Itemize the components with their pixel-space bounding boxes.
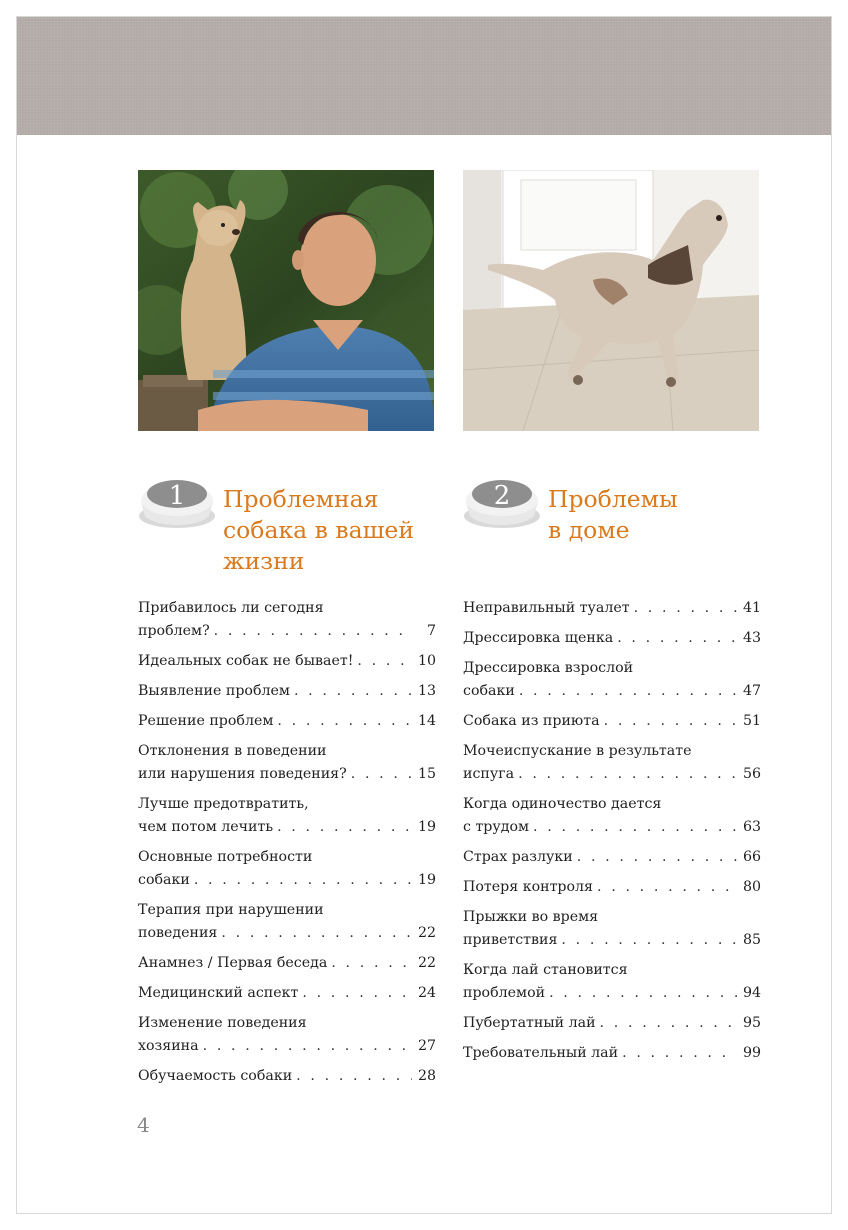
toc-entry-line [463,929,761,952]
toc-entry-line [463,597,761,620]
toc-entry[interactable] [463,657,761,703]
toc-leader-dots [203,1035,412,1058]
toc-entry[interactable] [463,846,761,869]
toc-entry-line [463,982,761,1005]
toc-page-number: 24 [417,985,436,1001]
toc-entry-line [138,952,436,975]
toc-entry-line [463,816,761,839]
toc-leader-dots [277,816,412,839]
toc-entry-title: хозяина [138,1038,199,1054]
toc-entry-line [138,1065,436,1088]
toc-entry-title: чем потом лечить [138,819,274,835]
toc-page-number: 99 [742,1045,761,1061]
toc-page-number: 14 [417,713,436,729]
toc-entry-title: Терапия при нарушении [138,902,324,918]
toc-entry[interactable] [463,627,761,650]
toc-entry-title: проблем? [138,623,210,639]
toc-entry[interactable] [138,982,436,1005]
toc-leader-dots [549,982,737,1005]
toc-entry-title: Страх разлуки [463,849,573,865]
toc-leader-dots [277,710,412,733]
toc-entry-line [138,620,436,643]
toc-entry-line [463,627,761,650]
toc-entry-line [463,959,761,982]
toc-entry-line [463,657,761,680]
toc-entry-title: проблемой [463,985,546,1001]
toc-entry-title: Потеря контроля [463,879,594,895]
toc-entry-line [138,869,436,892]
toc-entry-title: Прыжки во время [463,909,599,925]
toc-entry-title: Когда лай становится [463,962,628,978]
photo-barking-dog [463,170,759,431]
toc-entry-line [138,740,436,763]
toc-leader-dots [294,680,412,703]
toc-entry-line [463,793,761,816]
toc-entry-title: Анамнез / Первая беседа [138,955,328,971]
toc-entry-title: Требовательный лай [463,1045,619,1061]
toc-entry-line [463,680,761,703]
chapter-number: 1 [168,481,186,511]
toc-entry-title: Изменение поведения [138,1015,307,1031]
toc-leader-dots [600,1012,737,1035]
toc-page-number: 85 [742,932,761,948]
toc-entry-line [138,982,436,1005]
toc-entry-line [463,763,761,786]
chapter-number-bowl-icon [137,472,217,528]
photo-man-with-dog [138,170,434,431]
toc-entry-line [463,1042,761,1065]
toc-entry[interactable] [463,740,761,786]
toc-entry-title: Идеальных собак не бывает! [138,653,354,669]
toc-leader-dots [561,929,737,952]
toc-entry[interactable] [138,1012,436,1058]
toc-page-number: 7 [426,623,436,639]
toc-page-number: 63 [742,819,761,835]
toc-leader-dots [351,763,412,786]
toc-entry-line [138,763,436,786]
toc-leader-dots [604,710,737,733]
toc-chapter-1 [138,597,436,1095]
toc-entry-title: Мочеиспускание в результате [463,743,692,759]
toc-entry-title: Отклонения в поведении [138,743,327,759]
toc-entry-title: Лучше предотвратить, [138,796,309,812]
toc-entry-line [463,876,761,899]
toc-page-number: 13 [417,683,436,699]
toc-page-number: 15 [417,766,436,782]
toc-leader-dots [518,763,737,786]
toc-page-number: 80 [742,879,761,895]
toc-entry-title: Медицинский аспект [138,985,299,1001]
toc-entry-title: Выявление проблем [138,683,290,699]
toc-entry-title: или нарушения поведения? [138,766,347,782]
toc-entry[interactable] [138,740,436,786]
toc-leader-dots [331,952,412,975]
toc-leader-dots [519,680,737,703]
toc-page-number: 95 [742,1015,761,1031]
toc-leader-dots [221,922,412,945]
toc-leader-dots [194,869,412,892]
toc-page-number: 22 [417,955,436,971]
toc-entry-title: с трудом [463,819,530,835]
toc-entry-line [138,680,436,703]
toc-page-number: 66 [742,849,761,865]
chapter-title: Проблемы в доме [548,485,678,544]
toc-entry[interactable] [138,793,436,839]
toc-page-number: 47 [742,683,761,699]
toc-leader-dots [577,846,737,869]
toc-entry[interactable] [138,899,436,945]
chapter-number-bowl-icon [462,472,542,528]
toc-entry-title: Обучаемость собаки [138,1068,293,1084]
toc-entry[interactable] [463,959,761,1005]
toc-entry-title: Дрессировка щенка [463,630,614,646]
toc-page-number: 94 [742,985,761,1001]
toc-leader-dots [214,620,412,643]
toc-entry[interactable] [463,1042,761,1065]
toc-entry-title: собаки [138,872,190,888]
toc-leader-dots [302,982,412,1005]
toc-entry-title: Прибавилось ли сегодня [138,600,324,616]
toc-entry[interactable] [463,793,761,839]
toc-leader-dots [622,1042,737,1065]
toc-page-number: 19 [417,819,436,835]
toc-entry[interactable] [463,906,761,952]
toc-entry-title: испуга [463,766,515,782]
toc-leader-dots [597,876,737,899]
toc-entry-line [138,816,436,839]
toc-entry[interactable] [463,710,761,733]
toc-page-number: 27 [417,1038,436,1054]
toc-entry[interactable] [138,597,436,643]
toc-entry-title: Собака из приюта [463,713,600,729]
toc-entry-line [463,1012,761,1035]
toc-entry-title: поведения [138,925,218,941]
toc-entry[interactable] [463,1012,761,1035]
toc-entry-line [138,846,436,869]
toc-entry-line [138,922,436,945]
toc-entry-title: Когда одиночество дается [463,796,662,812]
toc-entry[interactable] [138,680,436,703]
toc-entry-title: собаки [463,683,515,699]
toc-entry[interactable] [138,846,436,892]
toc-entry[interactable] [463,597,761,620]
toc-entry-title: Пубертатный лай [463,1015,596,1031]
toc-entry-line [138,1012,436,1035]
toc-page-number: 10 [417,653,436,669]
toc-entry-line [138,1035,436,1058]
toc-entry-title: Дрессировка взрослой [463,660,634,676]
toc-page-number: 28 [417,1068,436,1084]
chapter-number: 2 [493,481,511,511]
toc-page-number: 19 [417,872,436,888]
toc-entry-line [138,899,436,922]
toc-page-number: 41 [742,600,761,616]
chapter-title: Проблемная собака в вашей жизни [223,485,414,575]
toc-page-number: 56 [742,766,761,782]
toc-entry-line [463,846,761,869]
toc-chapter-2 [463,597,761,1072]
toc-entry-line [463,710,761,733]
toc-entry-title: Неправильный туалет [463,600,630,616]
toc-page-number: 43 [742,630,761,646]
toc-entry-line [463,906,761,929]
toc-entry-line [138,793,436,816]
toc-leader-dots [617,627,737,650]
toc-leader-dots [533,816,737,839]
toc-leader-dots [296,1065,412,1088]
toc-entry-title: Решение проблем [138,713,274,729]
toc-entry[interactable] [138,1065,436,1088]
toc-page-number: 22 [417,925,436,941]
toc-leader-dots [357,650,412,673]
toc-entry[interactable] [463,876,761,899]
book-page [16,16,832,1214]
header-banner [17,17,831,135]
toc-entry-line [463,740,761,763]
toc-entry-line [138,710,436,733]
toc-entry[interactable] [138,952,436,975]
toc-page-number: 51 [742,713,761,729]
toc-entry-title: приветствия [463,932,558,948]
page-number: 4 [137,1113,150,1137]
toc-entry[interactable] [138,650,436,673]
toc-entry-title: Основные потребности [138,849,313,865]
toc-entry-line [138,597,436,620]
toc-entry-line [138,650,436,673]
toc-entry[interactable] [138,710,436,733]
toc-leader-dots [634,597,737,620]
